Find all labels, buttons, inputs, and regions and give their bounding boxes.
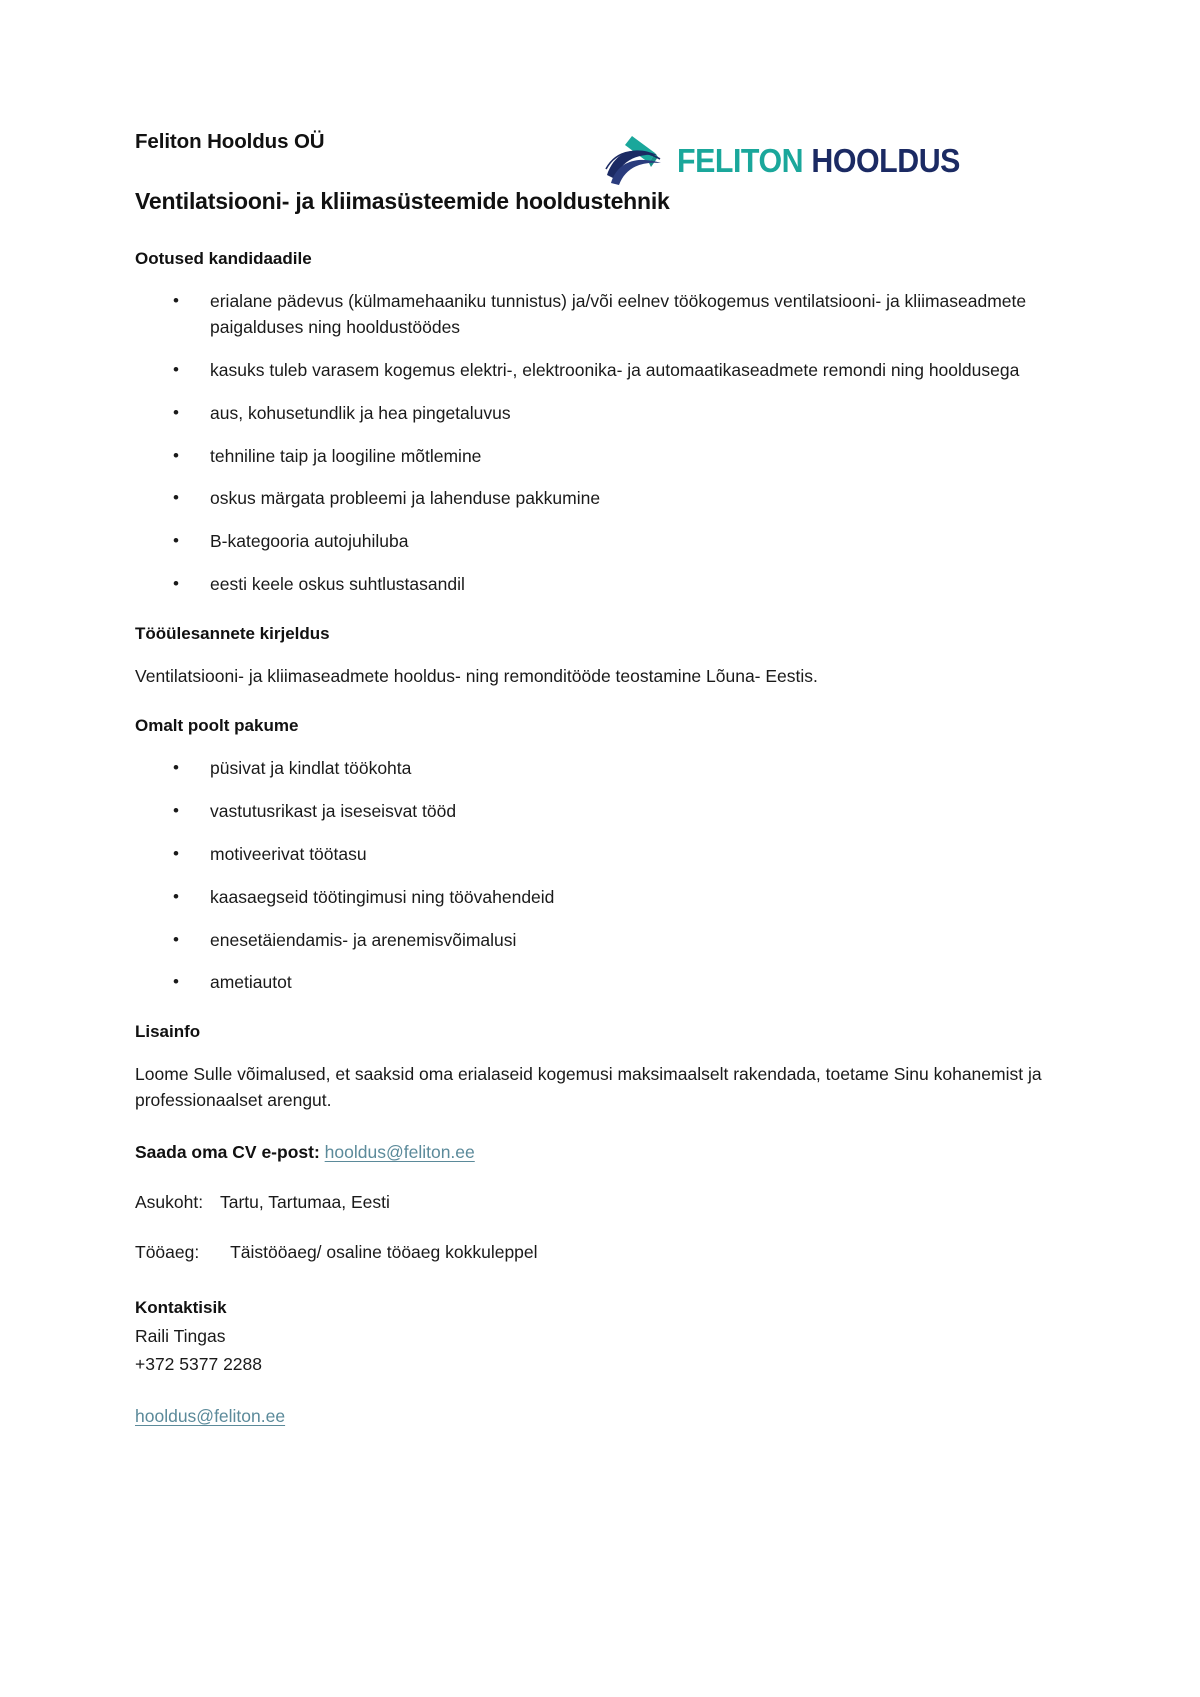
- worktime-label: Tööaeg:: [135, 1241, 200, 1262]
- list-item: • vastutusrikast ja iseseisvat tööd: [135, 799, 1065, 825]
- additional-text: Loome Sulle võimalused, et saaksid oma erialaseid kogemusi maksimaalselt rakendada, toetame Sinu kohanemist ja professionaalset arengut.: [135, 1064, 1042, 1111]
- list-item: • erialane pädevus (külmamehaaniku tunnistus) ja/või eelnev töökogemus ventilatsiooni- ja kliimaseadmete paigalduses ning hooldustöödes: [135, 289, 1065, 341]
- list-item: • motiveerivat töötasu: [135, 842, 1065, 868]
- feliton-swoosh-mark: [605, 133, 667, 187]
- worktime-line: [135, 1240, 1065, 1266]
- cv-email-link[interactable]: hooldus@feliton.ee: [324, 1142, 475, 1163]
- contact-phone: +372 5377 2288: [135, 1353, 263, 1374]
- cv-submit-line: [135, 1140, 1065, 1166]
- company-logo: [605, 132, 985, 188]
- contact-heading: Kontaktisik: [135, 1297, 227, 1317]
- list-item: • enesetäiendamis- ja arenemisvõimalusi: [135, 928, 1065, 954]
- logo-wordmark: [677, 141, 961, 179]
- list-item: • ametiautot: [135, 970, 1065, 996]
- duties-text: Ventilatsiooni- ja kliimaseadmete hooldus- ning remonditööde teostamine Lõuna- Eestis.: [135, 666, 818, 687]
- company-name: Feliton Hooldus OÜ: [135, 130, 325, 153]
- list-item: • kasuks tuleb varasem kogemus elektri-, elektroonika- ja automaatikaseadmete remondi ning hooldusega: [135, 358, 1065, 384]
- list-item: • tehniline taip ja loogiline mõtlemine: [135, 444, 1065, 470]
- worktime-value: Täistööaeg/ osaline tööaeg kokkuleppel: [230, 1241, 538, 1262]
- location-value: Tartu, Tartumaa, Eesti: [219, 1192, 390, 1213]
- cv-label: Saada oma CV e-post:: [135, 1142, 320, 1163]
- contact-email-link[interactable]: hooldus@feliton.ee: [135, 1405, 286, 1426]
- section-heading-expectations: Ootused kandidaadile: [135, 249, 312, 268]
- footer-email-row: [135, 1406, 1065, 1427]
- list-item: • püsivat ja kindlat töökohta: [135, 756, 1065, 782]
- section-heading-duties: Tööülesannete kirjeldus: [135, 624, 330, 644]
- expectations-list: [135, 289, 1065, 598]
- section-heading-additional: Lisainfo: [135, 1022, 201, 1042]
- section-heading-offer: Omalt poolt pakume: [135, 716, 299, 736]
- list-item: • kaasaegseid töötingimusi ning töövahendeid: [135, 885, 1065, 911]
- contact-block: [135, 1298, 1065, 1378]
- offer-list: [135, 756, 1065, 996]
- list-item: • aus, kohusetundlik ja hea pingetaluvus: [135, 401, 1065, 427]
- list-item: • B-kategooria autojuhiluba: [135, 529, 1065, 555]
- logo-word-feliton: FELITON: [677, 141, 804, 179]
- job-title: Ventilatsiooni- ja kliimasüsteemide hooldustehnik: [135, 188, 670, 214]
- logo-word-hooldus: HOOLDUS: [811, 141, 961, 179]
- location-line: [135, 1190, 1065, 1216]
- location-label: Asukoht:: [135, 1192, 204, 1213]
- list-item: • oskus märgata probleemi ja lahenduse pakkumine: [135, 486, 1065, 512]
- list-item: • eesti keele oskus suhtlustasandil: [135, 572, 1065, 598]
- contact-person-name: Raili Tingas: [135, 1325, 226, 1346]
